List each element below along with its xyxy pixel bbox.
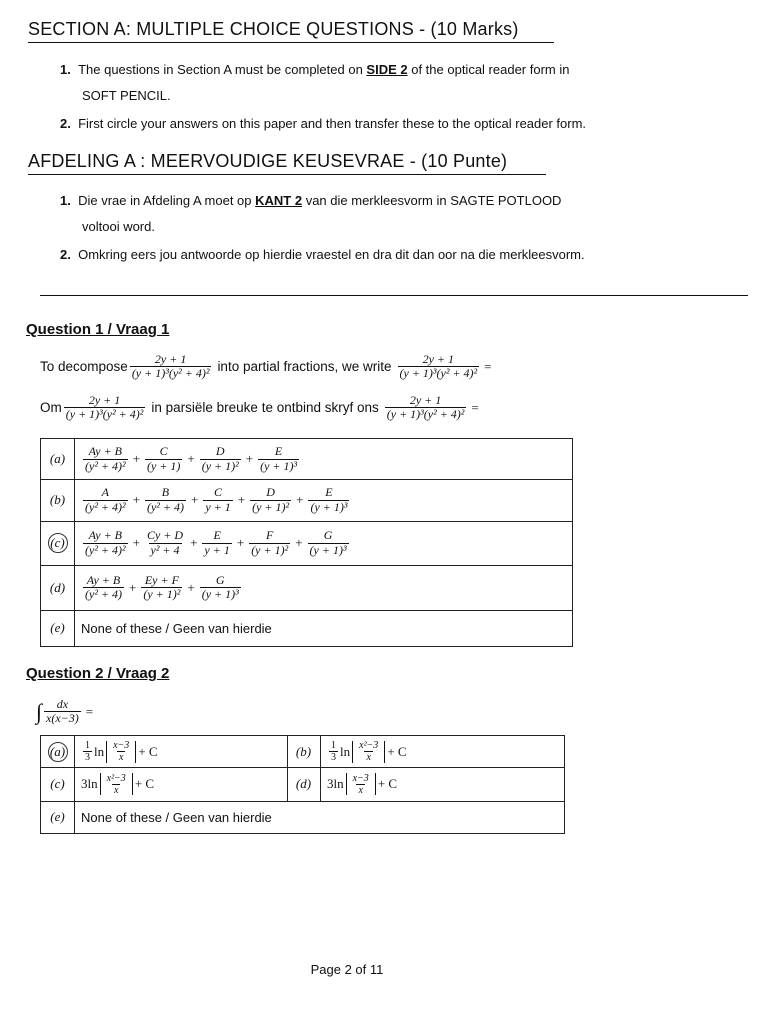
- fraction-term: $\frac{E}{\text{(y + 1)³}}$: [310, 485, 348, 514]
- option-d[interactable]: (d) $\frac{Ay + B}{\text{(y² + 4)}}$ + $\frac{Ey + F}{\text{(y + 1)²}}$ + $\frac{G}{\text{(y + 1)³}}$: [41, 565, 572, 611]
- option-b[interactable]: (b) $\frac{A}{\text{(y² + 4)²}}$ + $\frac{B}{\text{(y² + 4)}}$ + $\frac{C}{y + 1}$ + $\frac{D}{\text{(y + 1)²}}$ + $\frac{E}{\text{(y + 1)³}}$: [41, 479, 572, 522]
- fraction-term: $\frac{E}{y + 1}$: [204, 528, 230, 557]
- fraction-term: $\frac{D}{\text{(y + 1)²}}$: [201, 444, 239, 473]
- question-2-stem: ∫ $\frac{dx}{x(x-3)}$ =: [36, 697, 94, 726]
- fraction-term: $\frac{C}{(y + 1)}$: [146, 444, 181, 473]
- option-e-text: None of these / Geen van hierdie: [81, 620, 272, 636]
- selected-answer-circle: (c): [48, 533, 68, 553]
- plus-sign: +: [296, 492, 304, 507]
- fraction: $\frac{x-3}{x}$: [352, 772, 369, 796]
- option-e[interactable]: (e) None of these / Geen van hierdie: [41, 610, 572, 646]
- question-2-heading: Question 2 / Vraag 2: [26, 665, 170, 682]
- fraction-term: $\frac{B}{\text{(y² + 4)}}$: [146, 485, 184, 514]
- fraction: $\frac{1}{3}$: [331, 740, 336, 763]
- plus-sign: +: [187, 579, 195, 595]
- plus-sign: +: [236, 535, 245, 550]
- fraction-term: $\frac{Ay + B}{\text{(y² + 4)²}}$: [85, 528, 126, 557]
- question-1-heading: Question 1 / Vraag 1: [26, 321, 170, 338]
- selected-answer-circle: (a): [48, 742, 68, 762]
- section-a-instruction-2: 2. First circle your answers on this paper and then transfer these to the optical reader form.: [60, 116, 587, 131]
- fraction: $\frac{\text{x²−3}}{x}$: [106, 772, 126, 796]
- option-c[interactable]: (c) 3 ln $\frac{\text{x²−3}}{x}$ + C: [41, 767, 288, 802]
- page-number: Page 2 of 11: [310, 962, 384, 977]
- plus-sign: +: [132, 492, 140, 507]
- option-d-expression: 3 ln $\frac{x-3}{x}$ + C: [327, 772, 398, 796]
- fraction: $\frac{2y + 1}{\text{(y + 1)³(y² + 4)²}}$: [399, 352, 478, 381]
- option-b[interactable]: (b) $\frac{1}{3}$ ln $\frac{\text{x²−3}}{x}$ + C: [287, 736, 564, 768]
- fraction-term: $\frac{G}{\text{(y + 1)³}}$: [201, 572, 239, 601]
- option-d[interactable]: (d) 3 ln $\frac{x-3}{x}$ + C: [287, 767, 564, 802]
- section-a-instruction-1: 1. The questions in Section A must be completed on SIDE 2 of the optical reader form in: [60, 62, 570, 77]
- plus-sign: +: [132, 535, 140, 550]
- plus-sign: +: [190, 492, 199, 507]
- option-b-expression: $\frac{1}{3}$ ln $\frac{\text{x²−3}}{x}$ + C: [331, 740, 407, 763]
- question-1-options-table: [40, 438, 573, 647]
- fraction-term: $\frac{F}{\text{(y + 1)²}}$: [251, 528, 289, 557]
- plus-sign: +: [187, 451, 195, 466]
- plus-sign: +: [190, 535, 198, 550]
- fraction-term: $\frac{G}{\text{(y + 1)³}}$: [309, 528, 347, 557]
- fraction-term: $\frac{E}{\text{(y + 1)³}}$: [260, 444, 298, 473]
- section-divider: [40, 295, 748, 296]
- option-a-expression: $\frac{1}{3}$ ln $\frac{x-3}{x}$ + C: [85, 740, 158, 763]
- fraction-term: $\frac{Ey + F}{\text{(y + 1)²}}$: [143, 572, 181, 601]
- fraction: $\frac{dx}{x(x-3)}$: [46, 697, 79, 726]
- fraction: $\frac{2y + 1}{\text{(y + 1)³(y² + 4)²}}$: [386, 393, 465, 422]
- question-1-afrikaans-stem: Om $\frac{2y + 1}{\text{(y + 1)³(y² + 4)²}}$ in parsiële breuke te ontbind skryf ons $\frac{2y + 1}{\text{(y + 1)³(y² + 4)²}}$ =: [40, 393, 479, 422]
- fraction: $\frac{x-3}{x}$: [113, 740, 130, 763]
- fraction: $\frac{1}{3}$: [85, 740, 90, 763]
- afdeling-a-title-underline: [28, 174, 546, 175]
- fraction: $\frac{2y + 1}{\text{(y + 1)³(y² + 4)²}}$: [131, 352, 210, 381]
- section-a-title-underline: [28, 42, 554, 43]
- fraction-term: $\frac{Ay + B}{\text{(y² + 4)²}}$: [85, 444, 126, 473]
- fraction-term: $\frac{C}{y + 1}$: [205, 485, 231, 514]
- afdeling-a-title: AFDELING A : MEERVOUDIGE KEUSEVRAE - (10 Punte): [28, 151, 508, 171]
- option-d-expression: [81, 565, 243, 610]
- plus-sign: +: [245, 451, 254, 466]
- option-c[interactable]: [41, 521, 572, 566]
- section-a-instruction-1-continued: SOFT PENCIL.: [82, 88, 171, 103]
- fraction-term: $\frac{Cy + D}{\text{y² + 4}}$: [146, 528, 184, 557]
- fraction-term: $\frac{A}{\text{(y² + 4)²}}$: [85, 485, 126, 514]
- afdeling-a-instruction-1-continued: voltooi word.: [82, 219, 155, 234]
- option-c-expression: 3 ln $\frac{\text{x²−3}}{x}$ + C: [81, 772, 155, 796]
- option-c-expression: [81, 521, 351, 565]
- fraction: $\frac{\text{x²−3}}{x}$: [359, 740, 379, 763]
- afdeling-a-instruction-1: 1. Die vrae in Afdeling A moet op KANT 2 van die merkleesvorm in SAGTE POTLOOD: [60, 193, 562, 208]
- fraction: $\frac{2y + 1}{\text{(y + 1)³(y² + 4)²}}$: [65, 393, 144, 422]
- question-2-options-table: [40, 735, 565, 834]
- option-a[interactable]: (a) $\frac{Ay + B}{\text{(y² + 4)²}}$ + $\frac{C}{(y + 1)}$ + $\frac{D}{\text{(y + 1)²}}$ + $\frac{E}{\text{(y + 1)³}}$: [41, 439, 572, 480]
- plus-sign: +: [129, 579, 137, 595]
- integral-sign: ∫: [36, 698, 43, 724]
- option-e-text: None of these / Geen van hierdie: [81, 809, 272, 825]
- fraction-term: $\frac{D}{\text{(y + 1)²}}$: [252, 485, 290, 514]
- afdeling-a-instruction-2: 2. Omkring eers jou antwoorde op hierdie vraestel en dra dit dan oor na die merkleesvorm.: [60, 247, 585, 262]
- option-a[interactable]: [41, 736, 288, 768]
- question-1-english-stem: To decompose $\frac{2y + 1}{\text{(y + 1)³(y² + 4)²}}$ into partial fractions, we write $\frac{2y + 1}{\text{(y + 1)³(y² + 4)²}}$ =: [40, 352, 492, 381]
- option-e[interactable]: (e) None of these / Geen van hierdie: [41, 801, 564, 833]
- plus-sign: +: [132, 451, 140, 466]
- option-b-expression: [81, 479, 351, 521]
- plus-sign: +: [237, 492, 246, 507]
- fraction-term: $\frac{Ay + B}{\text{(y² + 4)}}$: [85, 572, 123, 601]
- plus-sign: +: [295, 535, 303, 550]
- section-a-title: SECTION A: MULTIPLE CHOICE QUESTIONS - (10 Marks): [28, 19, 519, 39]
- option-a-expression: [81, 439, 301, 479]
